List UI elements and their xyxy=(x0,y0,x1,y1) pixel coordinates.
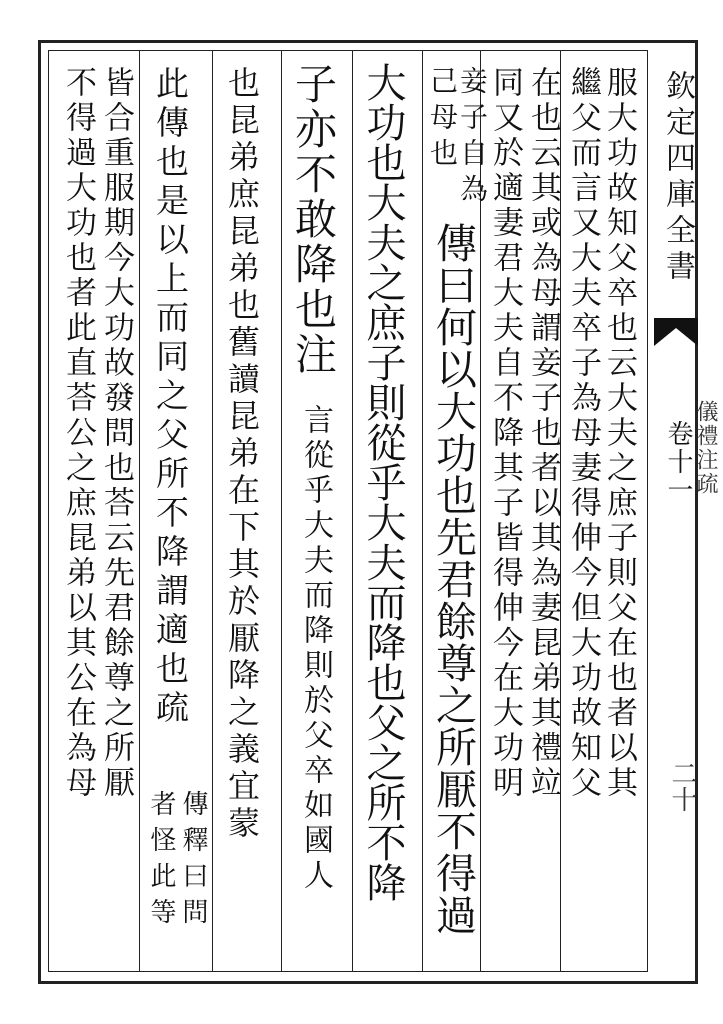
commentary-line: 此傳也是以上而同之父所不降謂適也疏 xyxy=(151,66,190,729)
book-name: 儀禮注疏 xyxy=(693,400,718,496)
commentary-line: 也昆弟庶昆弟也舊讀昆弟在下其於厭降之義宜蒙 xyxy=(223,66,261,843)
column-rule xyxy=(281,50,282,972)
column-rule xyxy=(212,50,213,972)
commentary-line: 妾子自為 xyxy=(456,66,489,210)
page-number: 二十 xyxy=(667,760,697,812)
commentary-line: 同又於適妻君大夫自不降其子皆得伸今在大功明 xyxy=(487,66,523,801)
commentary-line: 皆合重服期今大功故發問也荅云先君餘尊之所厭 xyxy=(98,66,134,801)
main-text: 大功也大夫之庶子則從乎大夫而降也父之所不降 xyxy=(360,62,406,902)
column-rule xyxy=(422,50,423,972)
column-rule xyxy=(352,50,353,972)
commentary-line: 服大功故知父卒也云大夫之庶子則父在也者以其 xyxy=(601,66,637,801)
commentary-line: 不得過大功也者此直荅公之庶昆弟以其公在為母 xyxy=(60,66,96,801)
commentary-line: 在也云其或為母謂妾子也者以其為妻昆弟其禮竝 xyxy=(525,66,561,801)
commentary-line: 傳釋曰問 xyxy=(178,790,208,934)
fish-tail-mark xyxy=(654,318,698,346)
commentary-line: 繼父而言又大夫卒子為母妻得伸今但大功故知父 xyxy=(565,66,601,801)
volume-label: 卷十一 xyxy=(663,420,693,504)
book-title: 欽定四庫全書 xyxy=(660,70,695,286)
main-text: 子亦不敢降也注 xyxy=(289,62,338,377)
commentary-line: 言從乎大夫而降則於父卒如國人 xyxy=(298,404,333,894)
commentary-line: 者怪此等 xyxy=(146,790,176,934)
column-rule xyxy=(139,50,140,972)
main-text: 傳曰何以大功也先君餘尊之所厭不得過 xyxy=(429,222,477,936)
commentary-line: 己母也 xyxy=(426,66,459,174)
